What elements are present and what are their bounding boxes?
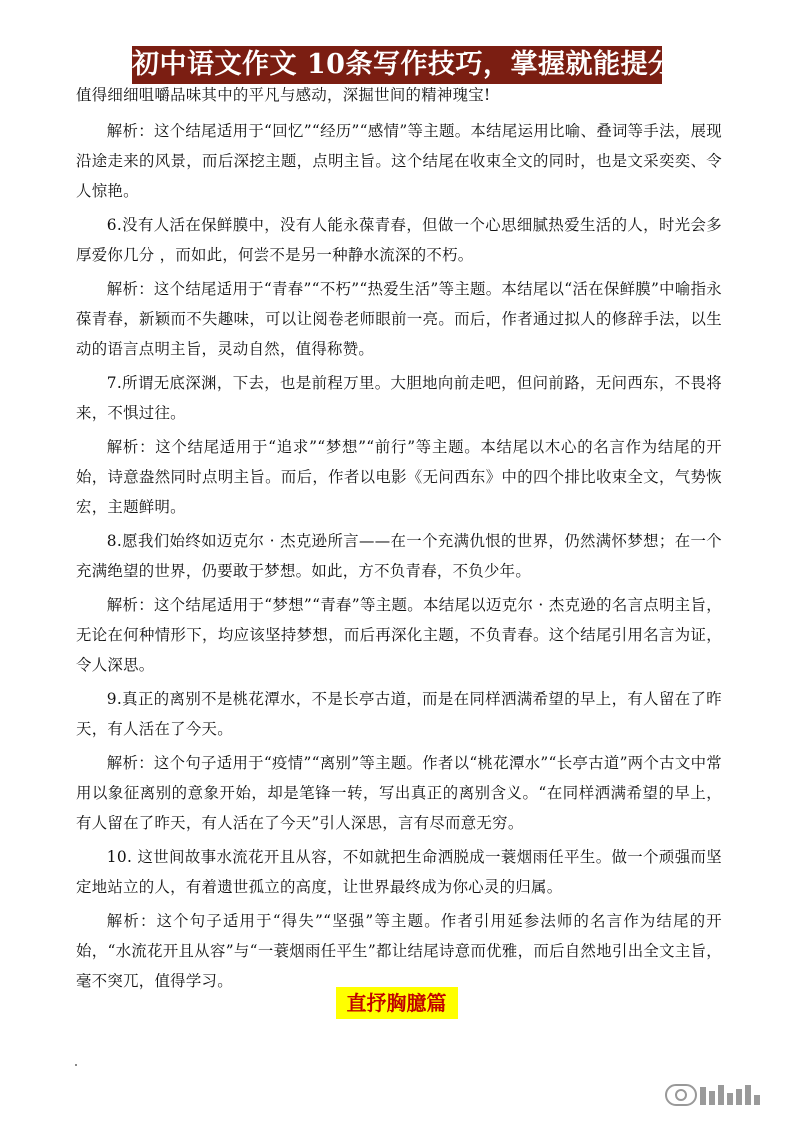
- paragraph-analysis-5: 解析：这个结尾适用于“回忆”“经历”“感情”等主题。本结尾运用比喻、叠词等手法，展现沿途走来的风景，而后深挖主题，点明主旨。这个结尾在收束全文的同时，也是文采奕奕、令人惊艳。: [76, 122, 722, 200]
- paragraph-analysis-7: 解析：这个结尾适用于“追求”“梦想”“前行”等主题。本结尾以木心的名言作为结尾的开始，诗意盎然同时点明主旨。而后，作者以电影《无问西东》中的四个排比收束全文，气势恢宏，主题鲜明。: [76, 438, 722, 516]
- paragraph-intro: 值得细细咀嚼品味其中的平凡与感动，深掘世间的精神瑰宝!: [76, 86, 491, 104]
- section-heading: 直抒胸臆篇: [336, 987, 458, 1019]
- site-logo-icon: [665, 1082, 775, 1108]
- document-title: 初中语文作文 10条写作技巧，掌握就能提分: [132, 46, 662, 84]
- paragraph-example-10: 10. 这世间故事水流花开且从容，不如就把生命洒脱成一蓑烟雨任平生。做一个顽强而坚定地站立的人，有着遗世孤立的高度，让世界最终成为你心灵的归属。: [76, 848, 722, 896]
- paragraph-analysis-8: 解析：这个结尾适用于“梦想”“青春”等主题。本结尾以迈克尔 · 杰克逊的名言点明主旨，无论在何种情形下，均应该坚持梦想，而后再深化主题，不负青春。这个结尾引用名言为证，令人深思。: [76, 596, 722, 674]
- paragraph-example-7: 7.所谓无底深渊，下去，也是前程万里。大胆地向前走吧，但问前路，无问西东，不畏将来，不惧过往。: [76, 374, 722, 422]
- paragraph-example-6: 6.没有人活在保鲜膜中，没有人能永葆青春，但做一个心思细腻热爱生活的人，时光会多厚爱你几分 ，而如此，何尝不是另一种静水流深的不朽。: [76, 216, 722, 264]
- paragraph-analysis-9: 解析：这个句子适用于“疫情”“离别”等主题。作者以“桃花潭水”“长亭古道”两个古文中常用以象征离别的意象开始，却是笔锋一转，写出真正的离别含义。“在同样洒满希望的早上，有人留在了昨天，有人活在了今天”引人深思，言有尽而意无穷。: [76, 754, 722, 832]
- paragraph-example-8: 8.愿我们始终如迈克尔 · 杰克逊所言——在一个充满仇恨的世界，仍然满怀梦想；在一个充满绝望的世界，仍要敢于梦想。如此，方不负青春，不负少年。: [76, 532, 722, 580]
- article-body: [76, 80, 722, 1000]
- paragraph-analysis-10: 解析：这个句子适用于“得失”“坚强”等主题。作者引用延参法师的名言作为结尾的开始，“水流花开且从容”与“一蓑烟雨任平生”都让结尾诗意而优雅，而后自然地引出全文主旨，毫不突兀，值得学习。: [76, 912, 722, 990]
- section-heading-container: [0, 987, 793, 1019]
- logo-text-icon: [700, 1085, 760, 1105]
- paragraph-analysis-6: 解析：这个结尾适用于“青春”“不朽”“热爱生活”等主题。本结尾以“活在保鲜膜”中喻指永葆青春，新颖而不失趣味，可以让阅卷老师眼前一亮。而后，作者通过拟人的修辞手法，以生动的语言点明主旨，灵动自然，值得称赞。: [76, 280, 722, 358]
- logo-mark-icon: [665, 1084, 697, 1106]
- scan-dot: [75, 1064, 77, 1066]
- paragraph-example-9: 9.真正的离别不是桃花潭水，不是长亭古道，而是在同样洒满希望的早上，有人留在了昨天，有人活在了今天。: [76, 690, 722, 738]
